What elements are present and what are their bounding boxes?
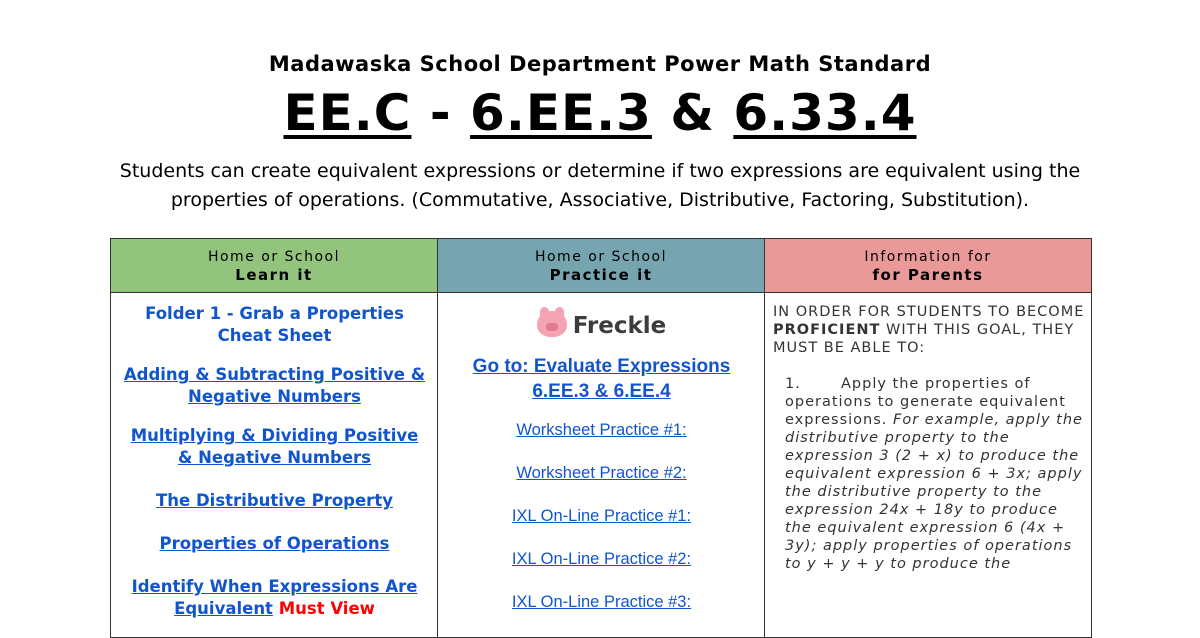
- goto-evaluate-expressions[interactable]: [438, 354, 765, 404]
- standard-description: Students can create equivalent expressions or determine if two expressions are equivalent using the properties of operations. (Commutative, Associative, Distributive, Factoring, Substitution).: [119, 160, 1081, 211]
- title-standard-1: 6.EE.3: [470, 84, 652, 142]
- title-separator: -: [411, 84, 471, 142]
- folder-cheat-sheet-text: Folder 1 - Grab a Properties Cheat Sheet: [145, 304, 404, 345]
- resource-table: [110, 238, 1092, 638]
- practice-it-header-big: Practice it: [549, 266, 653, 284]
- link-multiplying-dividing[interactable]: Multiplying & Dividing Positive & Negative Numbers: [130, 426, 419, 467]
- list-item-number: 1.: [785, 376, 801, 392]
- practice-it-header-small: Home or School: [534, 249, 668, 265]
- link-identify-equivalent-item: [121, 576, 428, 620]
- link-worksheet-practice-2[interactable]: Worksheet Practice #2:: [516, 464, 687, 482]
- parents-intro: [773, 303, 1085, 357]
- for-parents-header-small: Information for: [864, 249, 992, 265]
- goto-line-2: 6.EE.3 & 6.EE.4: [532, 381, 671, 402]
- pig-icon: [537, 311, 567, 337]
- learn-it-header-small: Home or School: [207, 249, 341, 265]
- practice-it-column: [438, 239, 765, 637]
- link-ixl-practice-1[interactable]: IXL On-Line Practice #1:: [511, 507, 692, 525]
- link-adding-subtracting[interactable]: Adding & Subtracting Positive & Negative Numbers: [123, 365, 426, 406]
- for-parents-column: [765, 239, 1091, 637]
- list-item-example: For example, apply the distributive property to the expression 3 (2 + x) to produce the equivalent expression 6 + 3x; apply the distributive property to the expression 24x + 18y to produce the equivalent expression 6 (4x + 3y); apply properties of operations to y + y + y to produce the: [785, 412, 1083, 572]
- goto-line-1: Go to: Evaluate Expressions: [472, 356, 731, 377]
- parents-intro-pre: IN ORDER FOR STUDENTS TO BECOME: [773, 304, 1085, 320]
- parents-list-item: [785, 375, 1085, 573]
- learn-it-header: [111, 239, 437, 293]
- for-parents-header-big: for Parents: [872, 266, 984, 284]
- title-standard-2: 6.33.4: [733, 84, 917, 142]
- learn-it-header-big: Learn it: [235, 266, 313, 284]
- link-identify-equivalent[interactable]: Identify When Expressions Are Equivalent: [131, 577, 418, 618]
- page-subtitle: Madawaska School Department Power Math Standard: [268, 52, 932, 76]
- title-standard-code: EE.C: [283, 84, 412, 142]
- link-ixl-practice-3[interactable]: IXL On-Line Practice #3:: [511, 593, 692, 611]
- link-ixl-practice-2[interactable]: IXL On-Line Practice #2:: [511, 550, 692, 568]
- for-parents-header: [765, 239, 1091, 293]
- link-worksheet-practice-1[interactable]: Worksheet Practice #1:: [516, 421, 687, 439]
- parents-intro-post: WITH THIS GOAL, THEY MUST BE ABLE TO:: [773, 322, 1075, 356]
- page-title: [0, 84, 1200, 142]
- freckle-logo[interactable]: [438, 311, 765, 339]
- link-distributive-property[interactable]: The Distributive Property: [156, 491, 393, 510]
- learn-it-column: [111, 239, 438, 637]
- list-item-main: Apply the properties of operations to generate equivalent expressions.: [785, 376, 1066, 428]
- title-separator: &: [651, 84, 734, 142]
- must-view-label: Must View: [278, 599, 375, 618]
- parents-intro-bold: PROFICIENT: [773, 322, 881, 338]
- practice-it-header: [438, 239, 764, 293]
- freckle-label: Freckle: [572, 313, 667, 339]
- link-properties-of-operations[interactable]: Properties of Operations: [159, 534, 390, 553]
